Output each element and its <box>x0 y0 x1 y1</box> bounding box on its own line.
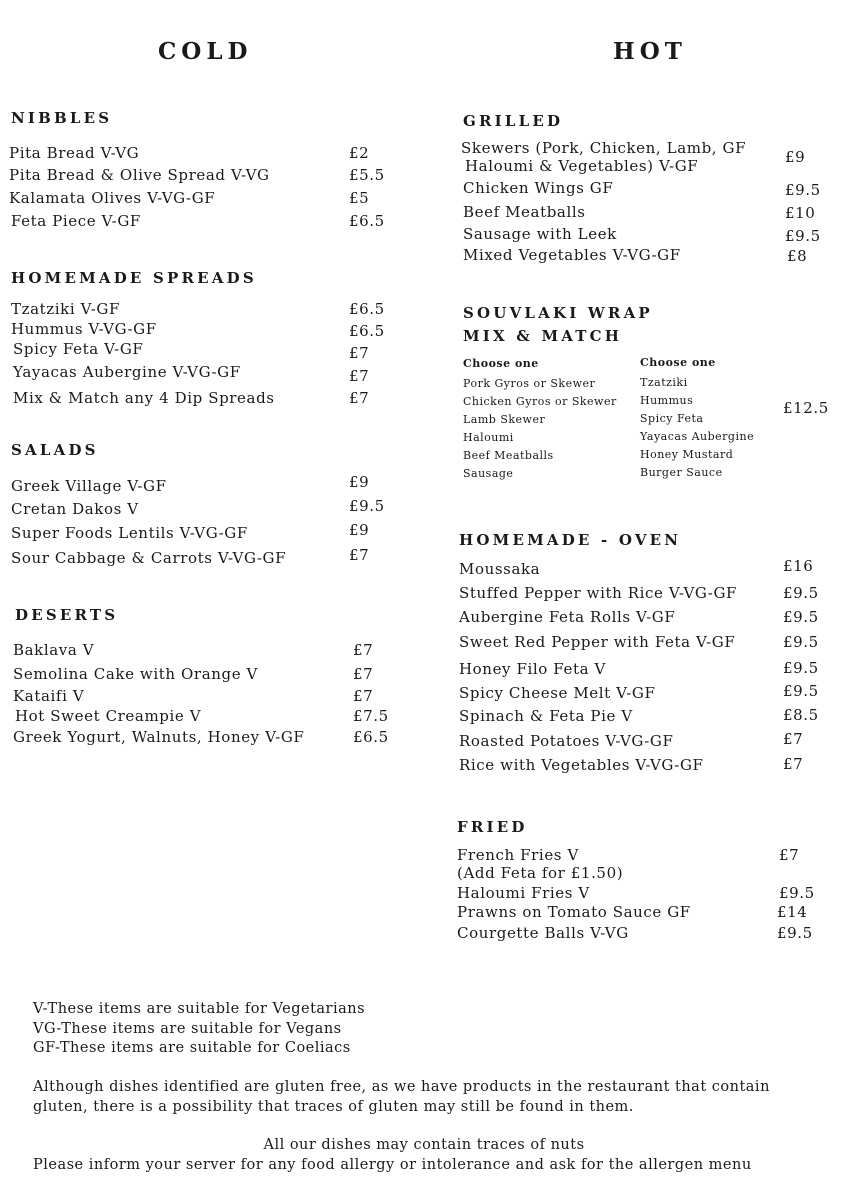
menu-item-price: £2 <box>349 144 370 162</box>
menu-item-name: Sweet Red Pepper with Feta V-GF <box>459 633 736 651</box>
menu-item-name: Honey Filo Feta V <box>459 660 606 678</box>
menu-item-name: Yayacas Aubergine V-VG-GF <box>13 363 241 381</box>
menu-item-price: £5.5 <box>349 166 385 184</box>
legend-line-vegan: VG-These items are suitable for Vegans <box>33 1020 342 1037</box>
option-item: Pork Gyros or Skewer <box>463 377 596 390</box>
menu-item-name: Kalamata Olives V-VG-GF <box>9 189 216 207</box>
choose-one-heading: Choose one <box>463 357 539 370</box>
menu-item-price: £7 <box>779 846 800 864</box>
menu-item-price: £7 <box>353 687 374 705</box>
menu-item-price: £6.5 <box>349 212 385 230</box>
menu-item-name: Hot Sweet Creampie V <box>15 707 202 725</box>
menu-item-name-continued: Haloumi & Vegetables) V-GF <box>465 157 699 175</box>
menu-item-price: £7 <box>783 730 804 748</box>
menu-item-price: £14 <box>777 903 808 921</box>
option-item: Lamb Skewer <box>463 413 546 426</box>
menu-item-price: £9.5 <box>783 659 819 677</box>
option-item: Yayacas Aubergine <box>640 430 755 443</box>
menu-item-name: Cretan Dakos V <box>11 500 139 518</box>
menu-item-name: Kataifi V <box>13 687 85 705</box>
menu-item-name: Spinach & Feta Pie V <box>459 707 633 725</box>
menu-item-name: Sour Cabbage & Carrots V-VG-GF <box>11 549 287 567</box>
menu-item-name: Sausage with Leek <box>463 225 617 243</box>
section-title-grilled: GRILLED <box>463 112 564 130</box>
section-subtitle-mix-and-match: MIX & MATCH <box>463 327 623 345</box>
menu-item-price: £9.5 <box>349 497 385 515</box>
option-item: Hummus <box>640 394 694 407</box>
hot-column-heading: HOT <box>613 38 687 65</box>
menu-item-price: £5 <box>349 189 370 207</box>
menu-item-price: £7 <box>349 389 370 407</box>
menu-item-name: Mix & Match any 4 Dip Spreads <box>13 389 275 407</box>
menu-item-price: £7 <box>349 546 370 564</box>
menu-item-name: Mixed Vegetables V-VG-GF <box>463 246 681 264</box>
menu-item-name: Aubergine Feta Rolls V-GF <box>459 608 676 626</box>
menu-item-price: £9.5 <box>779 884 815 902</box>
nuts-warning: All our dishes may contain traces of nuts <box>263 1137 585 1153</box>
allergy-notice: Please inform your server for any food allergy or intolerance and ask for the allergen menu <box>33 1157 752 1173</box>
legend-line-coeliac: GF-These items are suitable for Coeliacs <box>33 1040 351 1056</box>
menu-item-price: £7 <box>353 641 374 659</box>
dietary-legend <box>33 1000 365 1059</box>
option-item: Chicken Gyros or Skewer <box>463 395 617 408</box>
menu-item-name: Spicy Cheese Melt V-GF <box>459 684 656 702</box>
menu-item-price: £9.5 <box>785 227 821 245</box>
souvlaki-price: £12.5 <box>783 399 829 417</box>
menu-item-price: £7 <box>349 344 370 362</box>
menu-item-name: Tzatziki V-GF <box>11 300 120 318</box>
menu-item-price: £9.5 <box>777 924 813 942</box>
menu-item-name: Courgette Balls V-VG <box>457 924 629 942</box>
menu-item-name: Skewers (Pork, Chicken, Lamb, GF <box>461 139 747 157</box>
menu-item-price: £9.5 <box>783 633 819 651</box>
menu-item-name: Prawns on Tomato Sauce GF <box>457 903 691 921</box>
menu-item-price: £9.5 <box>783 682 819 700</box>
menu-item-name: Semolina Cake with Orange V <box>13 665 258 683</box>
section-title-souvlaki-wrap: SOUVLAKI WRAP <box>463 304 653 322</box>
menu-item-price: £9 <box>349 521 370 539</box>
menu-item-name: Stuffed Pepper with Rice V-VG-GF <box>459 584 738 602</box>
option-item: Beef Meatballs <box>463 449 554 462</box>
menu-item-name: Greek Village V-GF <box>11 477 167 495</box>
section-title-homemade-spreads: HOMEMADE SPREADS <box>11 269 257 287</box>
menu-item-name: Hummus V-VG-GF <box>11 320 157 338</box>
menu-item-name: French Fries V <box>457 846 579 864</box>
menu-item-price: £8 <box>787 247 808 265</box>
menu-item-price: £10 <box>785 204 816 222</box>
menu-item-price: £9.5 <box>783 584 819 602</box>
menu-item-price: £9 <box>785 148 806 166</box>
menu-item-name-continued: (Add Feta for £1.50) <box>457 864 624 882</box>
menu-item-price: £9 <box>349 473 370 491</box>
protein-option-list <box>463 375 617 483</box>
menu-item-name: Chicken Wings GF <box>463 179 614 197</box>
menu-item-price: £8.5 <box>783 706 819 724</box>
menu-item-price: £7 <box>349 367 370 385</box>
section-title-homemade-oven: HOMEMADE - OVEN <box>459 531 682 549</box>
menu-item-name: Pita Bread V-VG <box>9 144 140 162</box>
menu-item-name: Beef Meatballs <box>463 203 586 221</box>
menu-item-price: £6.5 <box>353 728 389 746</box>
option-item: Tzatziki <box>640 376 688 389</box>
menu-item-name: Greek Yogurt, Walnuts, Honey V-GF <box>13 728 305 746</box>
menu-item-name: Super Foods Lentils V-VG-GF <box>11 524 248 542</box>
menu-item-name: Haloumi Fries V <box>457 884 590 902</box>
section-title-salads: SALADS <box>11 441 99 459</box>
gluten-disclaimer <box>33 1078 770 1117</box>
choose-one-heading: Choose one <box>640 356 716 369</box>
option-item: Honey Mustard <box>640 448 734 461</box>
menu-item-name: Spicy Feta V-GF <box>13 340 144 358</box>
option-item: Spicy Feta <box>640 412 704 425</box>
cold-column-heading: COLD <box>158 38 253 65</box>
section-title-deserts: DESERTS <box>15 606 119 624</box>
gluten-disclaimer-line: gluten, there is a possibility that traces of gluten may still be found in them. <box>33 1098 634 1115</box>
menu-item-price: £6.5 <box>349 300 385 318</box>
menu-item-name: Pita Bread & Olive Spread V-VG <box>9 166 270 184</box>
menu-item-name: Rice with Vegetables V-VG-GF <box>459 756 704 774</box>
menu-item-price: £9.5 <box>785 181 821 199</box>
legend-line-vegetarian: V-These items are suitable for Vegetarians <box>33 1001 366 1017</box>
menu-item-price: £7 <box>783 755 804 773</box>
menu-item-price: £7 <box>353 665 374 683</box>
option-item: Haloumi <box>463 431 514 444</box>
gluten-disclaimer-line: Although dishes identified are gluten free, as we have products in the restaurant that contain <box>33 1079 770 1095</box>
option-item: Burger Sauce <box>640 466 723 479</box>
menu-item-name: Roasted Potatoes V-VG-GF <box>459 732 674 750</box>
menu-item-price: £9.5 <box>783 608 819 626</box>
menu-item-name: Baklava V <box>13 641 95 659</box>
sauce-option-list <box>640 374 754 482</box>
section-title-fried: FRIED <box>457 818 528 836</box>
menu-item-price: £7.5 <box>353 707 389 725</box>
menu-item-price: £16 <box>783 557 814 575</box>
option-item: Sausage <box>463 467 514 480</box>
section-title-nibbles: NIBBLES <box>11 109 113 127</box>
menu-item-name: Moussaka <box>459 560 541 578</box>
menu-item-name: Feta Piece V-GF <box>11 212 141 230</box>
menu-item-price: £6.5 <box>349 322 385 340</box>
